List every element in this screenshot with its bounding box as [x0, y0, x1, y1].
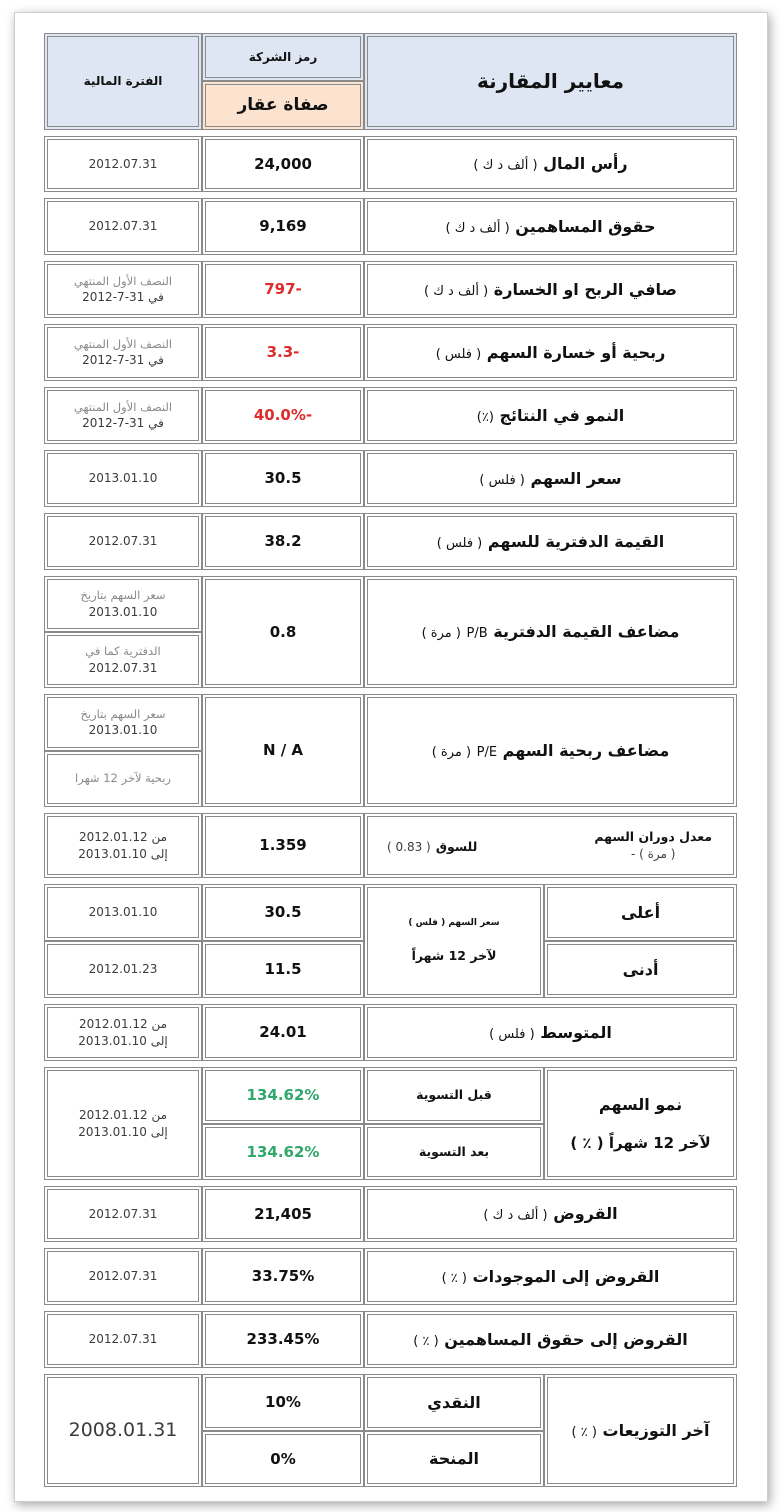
table-row: 2012.07.31 24,000 رأس المال ( ألف د ك ) — [44, 136, 737, 192]
row-label: ربحية أو خسارة السهم — [486, 342, 666, 362]
row-label: القروض إلى الموجودات — [472, 1266, 660, 1286]
row-label: القيمة الدفترية للسهم — [487, 531, 665, 551]
row-unit: ( ٪ ) — [441, 1270, 467, 1286]
table-row: 2012.07.31 38.2 القيمة الدفترية للسهم ( فلس ) — [44, 513, 737, 570]
company-name-header: صفاة عقار — [202, 81, 364, 130]
row-label: القروض إلى حقوق المساهمين — [444, 1329, 688, 1349]
criteria-header: معايير المقارنة — [364, 33, 737, 130]
row-label: رأس المال — [543, 154, 628, 174]
table-row: 2012.07.31 21,405 القروض ( ألف د ك ) — [44, 1186, 737, 1242]
period-header: الفترة المالية — [44, 33, 202, 130]
row-label: حقوق المساهمين — [515, 216, 656, 236]
table-row: 2013.01.10 2012.01.23 30.5 11.5 سعر السهم ( فلس ) لآخر 12 شهراً أعلى أدنى — [44, 884, 737, 998]
row-unit: ( مرة ) — [431, 744, 472, 760]
table-row: النصف الأول المنتهي في 31-7-2012 -797 صافي الربح او الخسارة ( ألف د ك ) — [44, 261, 737, 318]
row-unit: ( ألف د ك ) — [423, 283, 489, 299]
table-row: 2012.07.31 233.45% القروض إلى حقوق المساهمين ( ٪ ) — [44, 1311, 737, 1368]
row-unit: ( فلس ) — [436, 535, 483, 551]
table-row: من 2012.01.12 إلى 2013.01.10 134.62% 134.62% قبل التسوية بعد التسوية نمو السهم لآخر 12 شهراً ( ٪ ) — [44, 1067, 737, 1180]
table-row: من 2012.01.12 إلى 2013.01.10 24.01 المتوسط ( فلس ) — [44, 1004, 737, 1061]
row-unit: ( ٪ ) — [413, 1333, 439, 1349]
table-row: سعر السهم بتاريخ 2013.01.10 الدفترية كما في 2012.07.31 0.8 مضاعف القيمة الدفترية P/B ( مرة ) — [44, 576, 737, 688]
row-label: سعر السهم — [530, 468, 622, 488]
row-unit: ( فلس ) — [479, 472, 525, 488]
company-code-header: رمز الشركة — [202, 33, 364, 81]
row-unit: (٪) — [476, 409, 494, 425]
table-header — [44, 33, 737, 130]
table-row: 2013.01.10 30.5 سعر السهم ( فلس ) — [44, 450, 737, 507]
row-unit: ( ألف د ك ) — [445, 220, 510, 236]
row-code: P/E — [476, 744, 498, 760]
row-unit: ( فلس ) — [435, 346, 482, 362]
table-row: 2012.07.31 9,169 حقوق المساهمين ( ألف د ك ) — [44, 198, 737, 255]
table-row: 2012.07.31 33.75% القروض إلى الموجودات ( ٪ ) — [44, 1248, 737, 1305]
row-label: مضاعف القيمة الدفترية — [493, 622, 680, 642]
row-label: آخر التوزيعات — [602, 1420, 710, 1440]
row-unit: ( ألف د ك ) — [483, 1208, 548, 1224]
table-row: سعر السهم بتاريخ 2013.01.10 ربحية لآخر 12 شهرا N / A مضاعف ربحية السهم P/E ( مرة ) — [44, 694, 737, 807]
table-row: النصف الأول المنتهي في 31-7-2012 -40.0% النمو في النتائج (٪) — [44, 387, 737, 444]
table-row: النصف الأول المنتهي في 31-7-2012 -3.3 ربحية أو خسارة السهم ( فلس ) — [44, 324, 737, 381]
table-row: 2008.01.31 10% 0% النقدي المنحة آخر التوزيعات ( ٪ ) — [44, 1374, 737, 1487]
row-unit: ( فلس ) — [489, 1026, 535, 1042]
row-code: P/B — [466, 626, 488, 642]
row-label: صافي الربح او الخسارة — [493, 279, 678, 299]
row-label: مضاعف ربحية السهم — [502, 740, 670, 760]
row-unit: ( ألف د ك ) — [473, 158, 538, 174]
row-unit: ( مرة ) — [421, 626, 461, 642]
row-label: القروض — [553, 1204, 618, 1224]
row-label: المتوسط — [540, 1022, 612, 1042]
row-unit: ( ٪ ) — [571, 1424, 597, 1440]
row-label: النمو في النتائج — [499, 405, 625, 425]
table-row: من 2012.01.12 إلى 2013.01.10 1.359 معدل دوران السهم ( مرة ) - للسوق ( 0.83 ) — [44, 813, 737, 878]
